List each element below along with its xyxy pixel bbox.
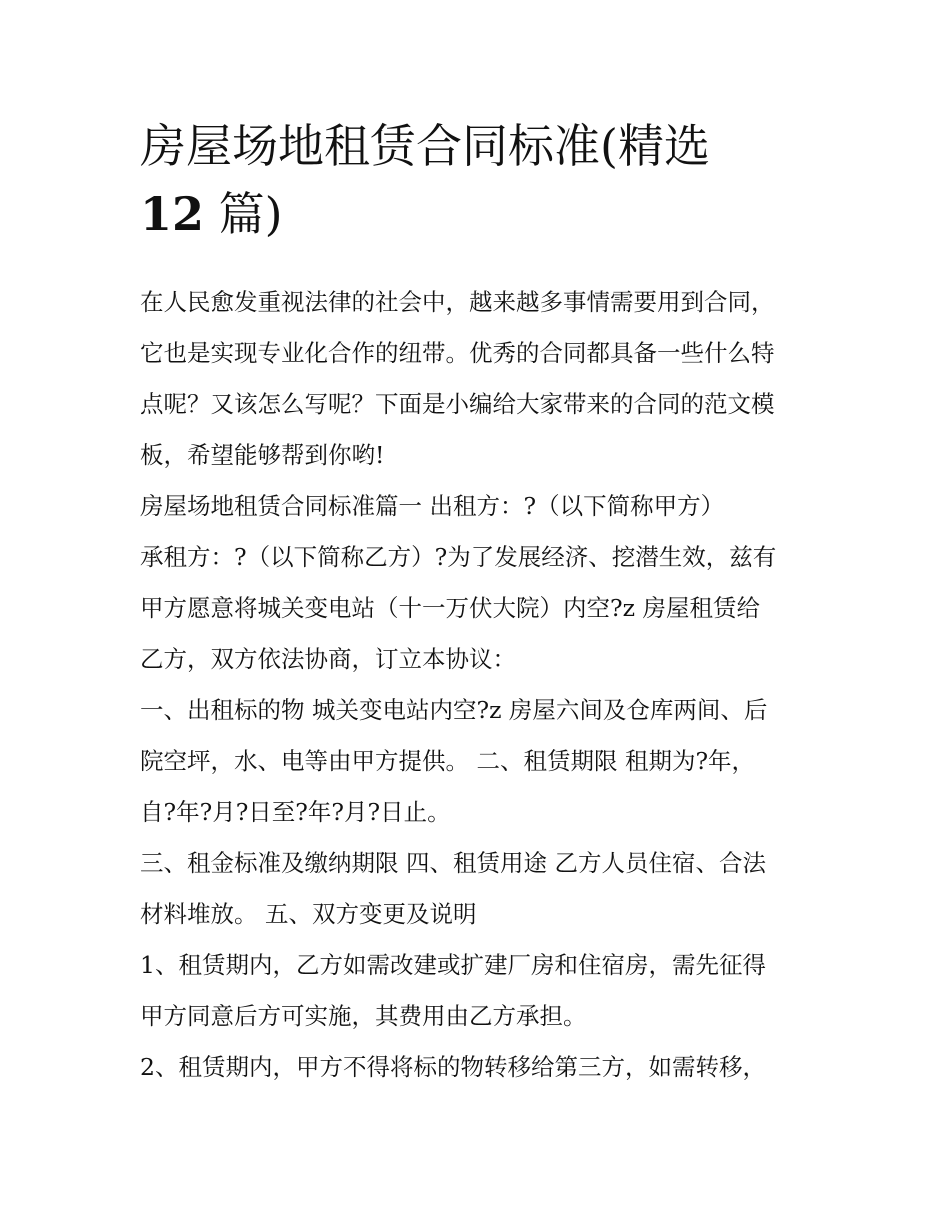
document-title: [140, 112, 820, 248]
body-line: 甲方愿意将城关变电站（十一万伏大院）内空?z 房屋租赁给: [140, 594, 760, 622]
body-line: 三、租金标准及缴纳期限 四、租赁用途 乙方人员住宿、合法: [140, 849, 766, 877]
body-line: 甲方同意后方可实施，其费用由乙方承担。: [140, 1002, 587, 1030]
body-line: 房屋场地租赁合同标准篇一 出租方：?（以下简称甲方）: [140, 492, 725, 520]
body-line: 乙方，双方依法协商，订立本协议：: [140, 645, 516, 673]
body-line: 材料堆放。 五、双方变更及说明: [140, 900, 477, 928]
body-line: 自?年?月?日至?年?月?日止。: [140, 798, 451, 826]
title-number: 12: [140, 187, 205, 241]
title-suffix: 篇): [204, 187, 283, 241]
body-line: 院空坪，水、电等由甲方提供。 二、租赁期限 租期为?年，: [140, 747, 756, 775]
body-line: 1、租赁期内，乙方如需改建或扩建厂房和住宿房，需先征得: [140, 951, 766, 979]
document-body: [140, 282, 830, 1098]
body-line: 板，希望能够帮到你哟!: [140, 441, 385, 469]
body-line: 它也是实现专业化合作的纽带。优秀的合同都具备一些什么特: [140, 339, 775, 367]
body-line: 一、出租标的物 城关变电站内空?z 房屋六间及仓库两间、后: [140, 696, 768, 724]
title-line-1: 房屋场地租赁合同标准(精选: [140, 119, 710, 173]
title-line-2: [140, 180, 820, 248]
body-line: 承租方：?（以下简称乙方）?为了发展经济、挖潜生效，兹有: [140, 543, 777, 571]
body-line: 在人民愈发重视法律的社会中，越来越多事情需要用到合同，: [140, 288, 775, 316]
body-line: 2、租赁期内，甲方不得将标的物转移给第三方，如需转移，: [140, 1053, 766, 1081]
body-line: 点呢？又该怎么写呢？下面是小编给大家带来的合同的范文模: [140, 390, 775, 418]
